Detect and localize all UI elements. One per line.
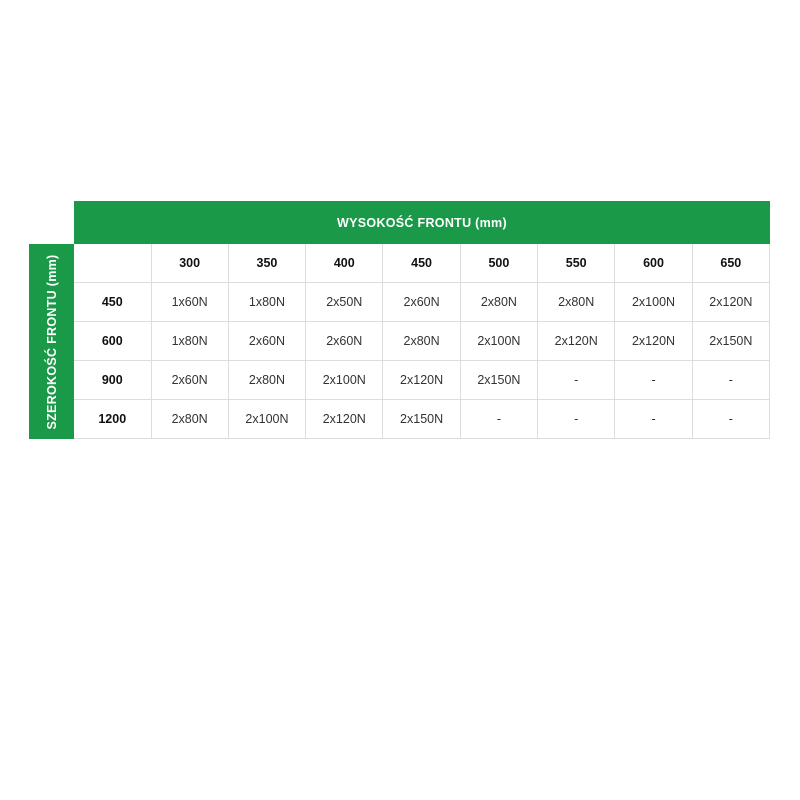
- corner-cell: [74, 244, 151, 283]
- table-cell: -: [460, 400, 537, 439]
- table-cell: 2x60N: [228, 322, 305, 361]
- table-cell: 2x100N: [460, 322, 537, 361]
- table-cell: 1x80N: [228, 283, 305, 322]
- height-axis-title: WYSOKOŚĆ FRONTU (mm): [337, 215, 507, 230]
- table-cell: 2x80N: [383, 322, 460, 361]
- column-header: 650: [692, 244, 769, 283]
- table-cell: 2x120N: [615, 322, 692, 361]
- table-cell: 2x100N: [228, 400, 305, 439]
- table-cell: -: [538, 361, 615, 400]
- table-cell: 1x80N: [151, 322, 228, 361]
- table-row: [74, 283, 770, 322]
- table-cell: 1x60N: [151, 283, 228, 322]
- column-header: 550: [538, 244, 615, 283]
- spec-table: [74, 244, 770, 439]
- table-cell: 2x80N: [151, 400, 228, 439]
- table-side-header: [29, 244, 74, 439]
- table-cell: 2x100N: [615, 283, 692, 322]
- table-cell: -: [692, 400, 769, 439]
- table-cell: 2x120N: [692, 283, 769, 322]
- table-top-header: [74, 201, 770, 244]
- row-header: 600: [74, 322, 151, 361]
- table-cell: -: [615, 361, 692, 400]
- table-cell: -: [692, 361, 769, 400]
- row-header: 900: [74, 361, 151, 400]
- column-header: 450: [383, 244, 460, 283]
- table-row: [74, 361, 770, 400]
- table-cell: -: [615, 400, 692, 439]
- table-cell: 2x150N: [460, 361, 537, 400]
- table-cell: 2x80N: [228, 361, 305, 400]
- table-cell: -: [538, 400, 615, 439]
- table-cell: 2x60N: [151, 361, 228, 400]
- table-row: [74, 400, 770, 439]
- column-header-row: [74, 244, 770, 283]
- table-cell: 2x60N: [383, 283, 460, 322]
- column-header: 300: [151, 244, 228, 283]
- column-header: 500: [460, 244, 537, 283]
- table-cell: 2x150N: [383, 400, 460, 439]
- width-axis-title: SZEROKOŚĆ FRONTU (mm): [44, 253, 59, 430]
- table-cell: 2x120N: [383, 361, 460, 400]
- table-cell: 2x100N: [306, 361, 383, 400]
- table-cell: 2x50N: [306, 283, 383, 322]
- table-row: [74, 322, 770, 361]
- table-cell: 2x60N: [306, 322, 383, 361]
- table-cell: 2x80N: [538, 283, 615, 322]
- row-header: 1200: [74, 400, 151, 439]
- column-header: 350: [228, 244, 305, 283]
- column-header: 400: [306, 244, 383, 283]
- column-header: 600: [615, 244, 692, 283]
- table-cell: 2x150N: [692, 322, 769, 361]
- table-cell: 2x120N: [306, 400, 383, 439]
- table-cell: 2x120N: [538, 322, 615, 361]
- table-cell: 2x80N: [460, 283, 537, 322]
- row-header: 450: [74, 283, 151, 322]
